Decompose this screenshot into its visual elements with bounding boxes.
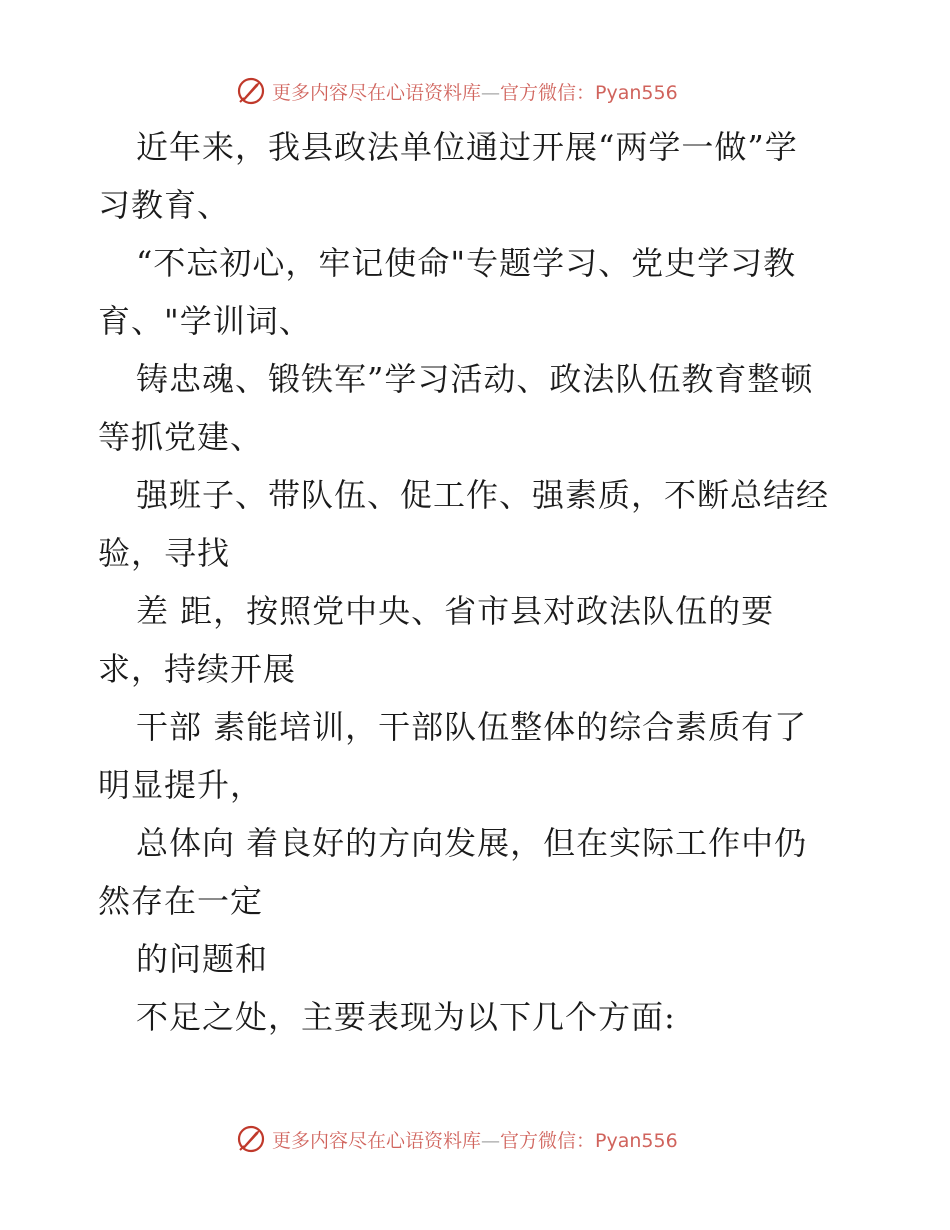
quill-logo-icon	[236, 1124, 266, 1154]
text-line: 验，寻找	[98, 534, 231, 572]
watermark-separator: —	[481, 1129, 501, 1152]
watermark-header	[236, 74, 678, 108]
watermark-suffix: 官方微信：	[500, 81, 596, 104]
watermark-wechat-id: Pyan556	[595, 81, 678, 104]
text-line: 等抓党建、	[98, 418, 264, 456]
watermark-footer	[236, 1122, 678, 1156]
text-line: 然存在一定	[98, 882, 264, 920]
watermark-suffix: 官方微信：	[500, 1129, 596, 1152]
text-line: 育、"学训词、	[98, 302, 312, 340]
quill-logo-icon	[236, 76, 266, 106]
document-body	[98, 118, 858, 1046]
watermark-text	[272, 1126, 678, 1153]
watermark-text	[272, 78, 678, 105]
watermark-separator: —	[481, 81, 501, 104]
text-line: 总体向 着良好的方向发展，但在实际工作中仍	[136, 824, 808, 862]
text-line: 不足之处，主要表现为以下几个方面:	[136, 998, 676, 1036]
text-line: 强班子、带队伍、促工作、强素质，不断总结经	[136, 476, 830, 514]
watermark-main: 更多内容尽在心语资料库	[272, 81, 482, 104]
text-line: 习教育、	[98, 186, 231, 224]
text-line: 差 距，按照党中央、省市县对政法队伍的要	[136, 592, 775, 630]
text-line: 干部 素能培训，干部队伍整体的综合素质有了	[136, 708, 808, 746]
watermark-wechat-id: Pyan556	[595, 1129, 678, 1152]
text-line: “不忘初心，牢记使命"专题学习、党史学习教	[136, 244, 797, 282]
text-line: 近年来，我县政法单位通过开展“两学一做”学	[136, 128, 798, 166]
text-line: 的问题和	[136, 940, 269, 978]
text-line: 求，持续开展	[98, 650, 297, 688]
text-line: 明显提升，	[98, 766, 264, 804]
watermark-main: 更多内容尽在心语资料库	[272, 1129, 482, 1152]
text-line: 铸忠魂、锻铁军”学习活动、政法队伍教育整顿	[136, 360, 814, 398]
